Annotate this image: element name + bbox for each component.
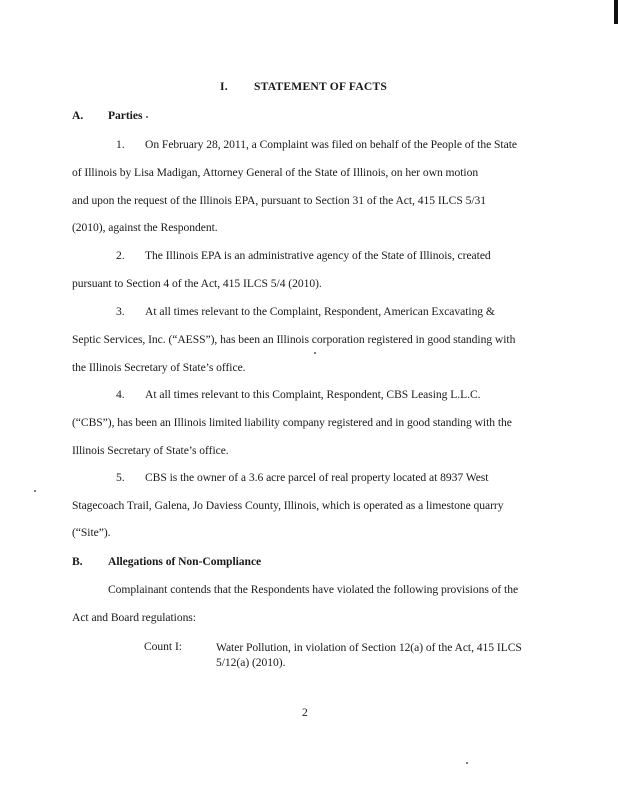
paragraph-line: Stagecoach Trail, Galena, Jo Daviess County, Illinois, which is operated as a limestone quarry <box>72 499 504 512</box>
paragraph-line: (“CBS”), has been an Illinois limited liability company registered and in good standing with the <box>72 416 512 429</box>
paragraph-number: 3. <box>116 305 125 318</box>
paragraph-line: (2010), against the Respondent. <box>72 221 218 234</box>
paragraph-line: pursuant to Section 4 of the Act, 415 ILCS 5/4 (2010). <box>72 277 322 290</box>
paragraph-line: Septic Services, Inc. (“AESS”), has been an Illinois corporation registered in good standing with <box>72 333 516 346</box>
scan-speck <box>146 116 148 118</box>
section-heading <box>220 80 387 94</box>
paragraph-number: 1. <box>116 138 125 151</box>
paragraph-line: Illinois Secretary of State’s office. <box>72 444 229 457</box>
scan-speck <box>314 352 316 354</box>
count-line: Water Pollution, in violation of Section 12(a) of the Act, 415 ILCS <box>216 641 522 654</box>
count-line: 5/12(a) (2010). <box>216 656 286 669</box>
scan-speck <box>34 490 36 492</box>
subsection-a-title: Parties <box>108 109 143 122</box>
subsection-a-heading <box>72 109 142 123</box>
intro-line: Complainant contends that the Respondents have violated the following provisions of the <box>108 583 519 596</box>
paragraph-line: On February 28, 2011, a Complaint was filed on behalf of the People of the State <box>145 138 517 151</box>
scan-margin-mark <box>614 0 618 24</box>
subsection-b-heading <box>72 555 261 569</box>
paragraph-line: the Illinois Secretary of State’s office. <box>72 361 246 374</box>
paragraph-line: At all times relevant to the Complaint, Respondent, American Excavating & <box>145 305 495 318</box>
paragraph-number: 4. <box>116 388 125 401</box>
subsection-b-title: Allegations of Non-Compliance <box>108 555 262 568</box>
paragraph-number: 2. <box>116 249 125 262</box>
paragraph-line: of Illinois by Lisa Madigan, Attorney General of the State of Illinois, on her own motion <box>72 166 479 179</box>
count-label: Count I: <box>144 640 182 653</box>
paragraph-line: The Illinois EPA is an administrative agency of the State of Illinois, created <box>145 249 491 262</box>
paragraph-line: (“Site”). <box>72 526 111 539</box>
page-number: 2 <box>302 706 308 719</box>
section-number: I. <box>220 80 228 93</box>
count-description <box>216 640 546 670</box>
paragraph-line: CBS is the owner of a 3.6 acre parcel of real property located at 8937 West <box>145 471 489 484</box>
intro-line: Act and Board regulations: <box>72 611 196 624</box>
section-title: STATEMENT OF FACTS <box>254 80 388 93</box>
paragraph-line: and upon the request of the Illinois EPA, pursuant to Section 31 of the Act, 415 ILCS 5/31 <box>72 194 487 207</box>
subsection-b-label: B. <box>72 555 83 568</box>
subsection-a-label: A. <box>72 109 84 122</box>
paragraph-line: At all times relevant to this Complaint, Respondent, CBS Leasing L.L.C. <box>145 388 481 401</box>
scan-speck <box>466 762 468 764</box>
paragraph-number: 5. <box>116 471 125 484</box>
